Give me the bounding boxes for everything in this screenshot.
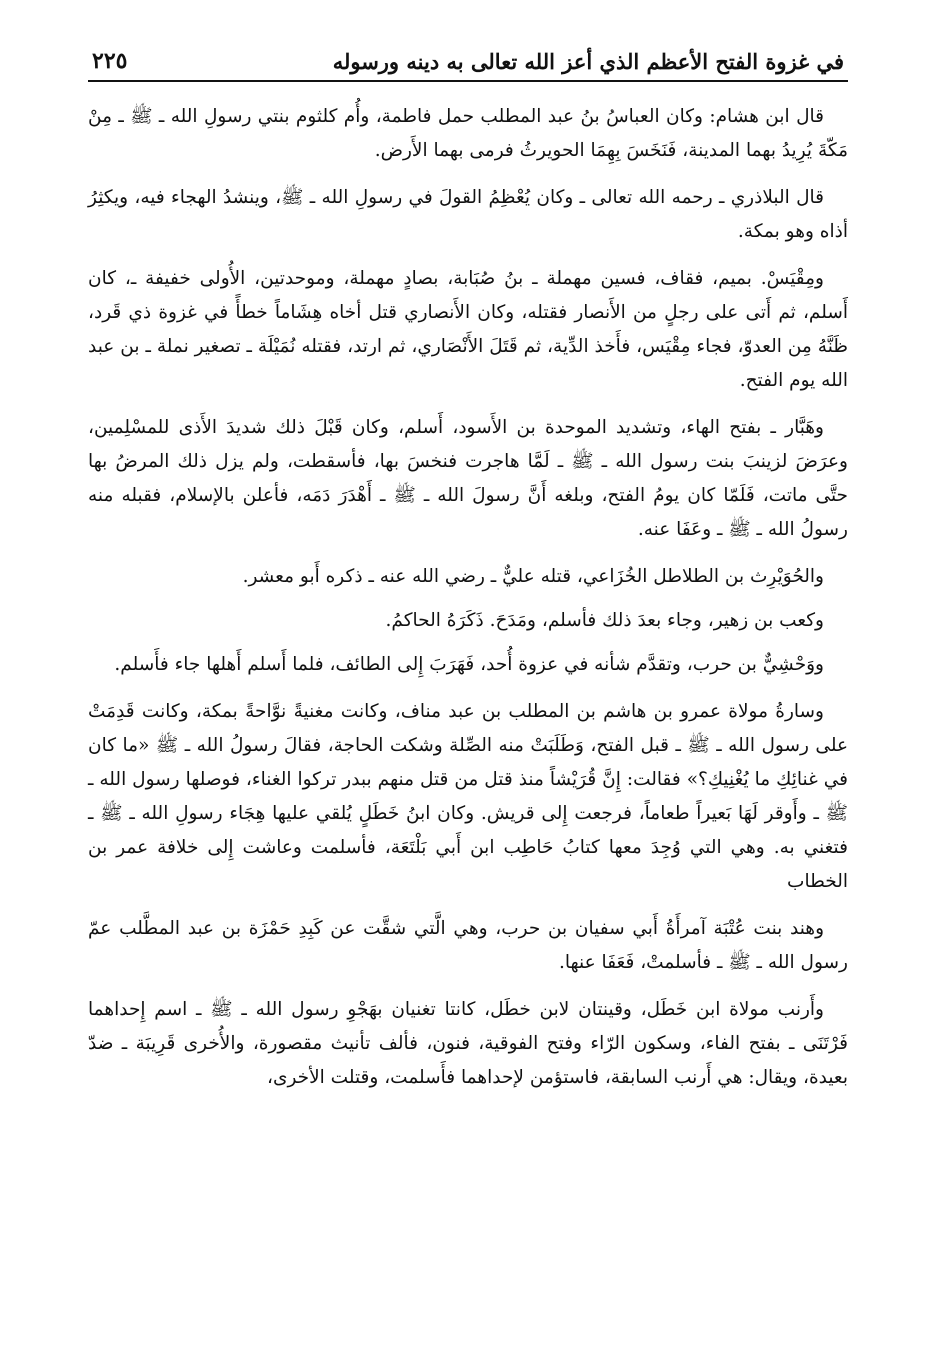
paragraph: وهند بنت عُتْبَة آمرأَةُ أَبي سفيان بن حرب، وهي الَّتي شقَّت عن كَبِدِ حَمْزَة بن عبد المطَّلب عمّ رسول الله ـ ﷺ ـ فأسلمتْ، فَعَفَا عنها. [88,918,848,973]
paragraph: وكعب بن زهير، وجاء بعدَ ذلك فأسلم، ومَدَحَ. ذَكَرَهُ الحاكمُ. [385,610,824,631]
page-number: ٢٢٥ [92,48,128,74]
paragraph: وأَرنب مولاة ابن خَطَل، وقينتان لابن خطَل، كانتا تغنيان بهَجْوِ رسول الله ـ ﷺ ـ اسم إِحداهما فَرْتَنَى ـ بفتح الفاء، وسكون الرّاء وفتح الفوقية، فنون، فألف تأنيث مقصورة، والأُخرى قَرِيبَة ـ ضدّ بعيدة، ويقال: هي أَرنب السابقة، فاستؤمن لإحداهما فأَسلمت، وقتلت الأخرى، [88,999,848,1088]
paragraph: ومِقْيَسْ. بميم، فقاف، فسين مهملة ـ بنُ صُبَابة، بصادٍ مهملة، وموحدتين، الأُولى خفيفة ـ، كان أَسلم، ثم أَتى على رجلٍ من الأَنصار فقتله، وكان الأَنصاري قتل أخاه هِشَاماً خطأً في غزوة ذي قَرد، ظَنَّهُ مِن العدوّ، فجاء مِقْيَس، فأَخذ الدِّية، ثم قَتَلَ الأَنْصَاري، ثم ارتد، فقتله نُمَيْلَة ـ تصغير نملة ـ بن عبد الله يوم الفتح. [88,268,848,391]
paragraph: وسارةُ مولاة عمرو بن هاشم بن المطلب بن عبد مناف، وكانت مغنيةً نوَّاحةً بمكة، وكانت قَدِمَتْ على رسول الله ـ ﷺ ـ قبل الفتح، وَطَلَبَتْ منه الصِّلة وشكت الحاجة، فقالَ رسولُ الله ـ ﷺ «ما كان في غنائِكِ ما يُغْنِيكِ؟» فقالت: إِنَّ قُرَيْشاً منذ قتل من قتل منهم ببدر تركوا الغناء، فوصلها رسول الله ـ ﷺ ـ وأَوقر لَهَا بَعيراً طعاماً، فرجعت إِلى قريش. وكان ابنُ خَطَلٍ يُلقي عليها هِجَاء رسولِ الله ـ ﷺ ـ فتغني به. وهي التي وُجِدَ معها كتابُ حَاطِب ابن أَبي بَلْتَعَة، فأسلمت وعاشت إِلى خلافة عمر بن الخطاب [88,701,848,892]
running-header [88,30,848,82]
document-page [88,30,848,1350]
page-body [88,100,848,1095]
paragraph: وهَبَّار ـ بفتح الهاء، وتشديد الموحدة بن الأَسود، أَسلم، وكان قَبْلَ ذلك شديدَ الأَذى للمسْلِمين، وعرَضَ لزينبَ بنت رسول الله ـ ﷺ ـ لَمَّا هاجرت فنخسَ بها، فأسقطت، ولم يزل ذلك المرضُ بها حتَّى ماتت، فَلَمّا كان يومُ الفتح، وبلغه أَنَّ رسولَ الله ـ ﷺ ـ أَهْدَرَ دَمَه، فأعلن بالإسلام، فقبله منه رسولُ الله ـ ﷺ ـ وعَفَا عنه. [88,417,848,540]
paragraph: قال ابن هشام: وكان العباسُ بنُ عبد المطلب حمل فاطمة، وأُم كلثوم بنتي رسولِ الله ـ ﷺ ـ مِنْ مَكّةَ يُرِيدُ بهما المدينة، فَنَخَسَ بِهِمَا الحويرثُ فرمى بهما الأَرض. [88,106,848,161]
running-title: في غزوة الفتح الأعظم الذي أعز الله تعالى به دينه ورسوله [332,49,844,74]
paragraph: والحُوَيْرِث بن الطلاطل الخُزَاعي، قتله عليٌّ ـ رضي الله عنه ـ ذكره أَبو معشر. [242,566,824,587]
paragraph: قال البلاذري ـ رحمه الله تعالى ـ وكان يُعْظِمُ القولَ في رسولِ الله ـ ﷺ، وينشدُ الهجاء فيه، ويكثِرُ أذاه وهو بمكة. [88,187,848,242]
paragraph: ووَحْشِيٌّ بن حرب، وتقدَّم شأنه في عزوة أُحد، فَهَرَبَ إِلى الطائف، فلما أَسلم أَهلها جاء فأَسلم. [114,654,824,675]
